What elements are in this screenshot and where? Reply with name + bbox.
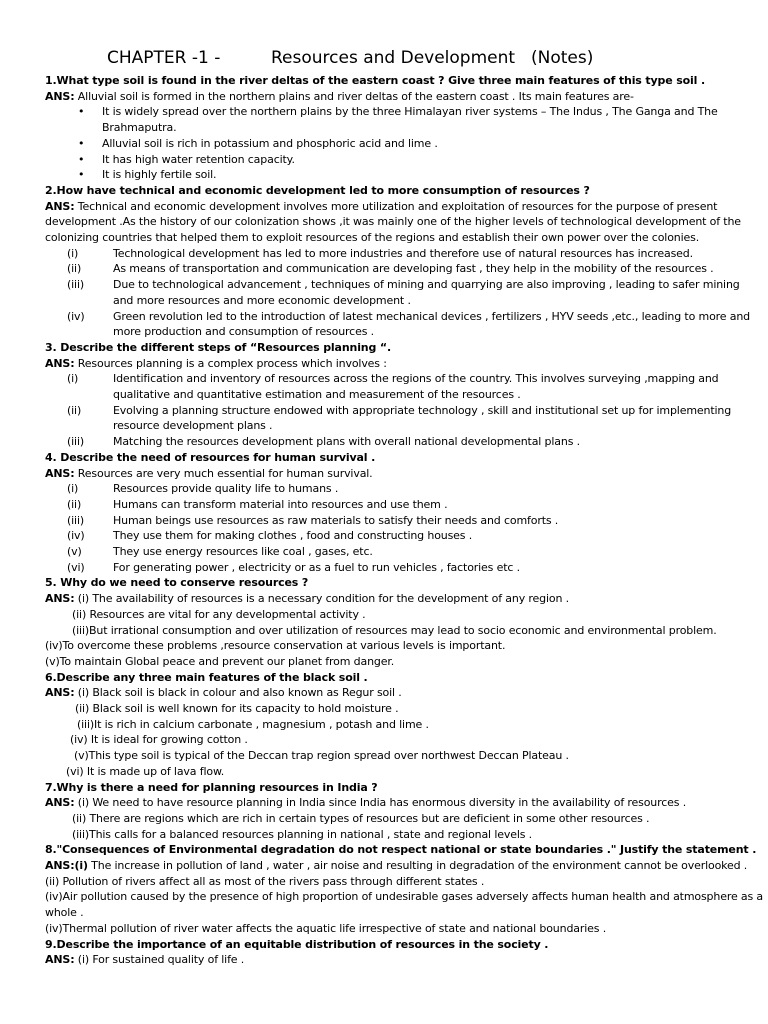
bullet-item: It is widely spread over the northern plains by the three Himalayan river systems – The Indus , The Ganga and The: [102, 105, 718, 119]
bullet-item: Alluvial soil is rich in potassium and phosphoric acid and lime .: [102, 136, 438, 150]
question-line: 9.Describe the importance of an equitable distribution of resources in the society .: [45, 937, 549, 951]
answer-label: ANS:: [45, 796, 75, 810]
bullet-icon: •: [78, 136, 85, 150]
text-line: (ii) Pollution of rivers affect all as most of the rivers pass through different states .: [45, 874, 485, 888]
roman-numeral: (ii): [67, 262, 82, 276]
text-line: (v)This type soil is typical of the Deccan trap region spread over northwest Deccan Plateau .: [74, 749, 569, 763]
answer-line: [45, 952, 244, 967]
answer-label: ANS:: [45, 953, 75, 967]
question-line: 2.How have technical and economic development led to more consumption of resources ?: [45, 183, 590, 197]
question-line: 6.Describe any three main features of the black soil .: [45, 670, 368, 684]
answer-line: [45, 466, 373, 481]
answer-line: [45, 591, 569, 606]
answer-label: ANS:: [45, 89, 75, 103]
roman-numeral: (i): [67, 482, 79, 496]
chapter-name: Resources and Development: [271, 48, 516, 68]
answer-label: ANS:: [45, 686, 75, 700]
numbered-item: For generating power , electricity or as a fuel to run vehicles , factories etc .: [113, 560, 520, 574]
numbered-item: Identification and inventory of resources across the regions of the country. This involves surveying ,mapping and: [113, 372, 719, 386]
answer-text: (i) For sustained quality of life .: [74, 953, 245, 967]
roman-numeral: (ii): [67, 403, 82, 417]
text-line: more production and consumption of resources .: [113, 325, 374, 339]
answer-text: Technical and economic development involves more utilization and exploitation of resources for the purpose of present: [74, 199, 718, 213]
question-line: 4. Describe the need of resources for human survival .: [45, 450, 376, 464]
numbered-item: They use energy resources like coal , gases, etc.: [113, 545, 373, 558]
bullet-icon: •: [78, 168, 85, 182]
text-line: (iv) It is ideal for growing cotton .: [70, 733, 248, 747]
answer-label: ANS:: [45, 466, 75, 480]
answer-label: ANS:: [45, 592, 75, 606]
question-line: 1.What type soil is found in the river deltas of the eastern coast ? Give three main features of this type soil .: [45, 74, 705, 87]
numbered-item: Technological development has led to more industries and therefore use of natural resources has increased.: [113, 246, 693, 260]
roman-numeral: (i): [67, 372, 79, 386]
roman-numeral: (vi): [67, 560, 85, 574]
numbered-item: Evolving a planning structure endowed with appropriate technology , skill and institutional set up for implementing: [113, 403, 732, 417]
text-line: and more resources and more economic development .: [113, 293, 411, 307]
text-line: (iii)But irrational consumption and over utilization of resources may lead to socio economic and environmental problem.: [72, 623, 717, 637]
bullet-item: It is highly fertile soil.: [102, 168, 217, 182]
answer-label: ANS:: [45, 199, 75, 213]
text-line: (iii)It is rich in calcium carbonate , magnesium , potash and lime .: [77, 717, 429, 731]
question-line: 8."Consequences of Environmental degradation do not respect national or state boundaries ." Justify the statement .: [45, 843, 757, 857]
roman-numeral: (iii): [67, 513, 85, 527]
question-line: 5. Why do we need to conserve resources ?: [45, 576, 309, 590]
roman-numeral: (iii): [67, 435, 85, 449]
answer-text: The increase in pollution of land , water , air noise and resulting in degradation of the environment cannot be overlooked .: [87, 859, 748, 872]
answer-text: (i) We need to have resource planning in India since India has enormous diversity in the availability of resources .: [74, 796, 687, 810]
numbered-item: They use them for making clothes , food and constructing houses .: [113, 529, 473, 543]
answer-line: [45, 89, 634, 104]
numbered-item: As means of transportation and communication are developing fast , they help in the mobility of the resources .: [113, 262, 714, 276]
answer-line: [45, 199, 717, 214]
answer-line: [45, 685, 402, 700]
answer-line: [45, 858, 747, 873]
numbered-item: Green revolution led to the introduction of latest mechanical devices , fertilizers , HYV seeds ,etc., leading to more and: [113, 309, 750, 323]
numbered-item: Resources provide quality life to humans .: [113, 482, 339, 496]
page-title: [0, 48, 768, 72]
answer-text: Resources planning is a complex process which involves :: [74, 356, 387, 370]
text-line: (ii) Resources are vital for any developmental activity .: [72, 607, 366, 621]
answer-text: Alluvial soil is formed in the northern plains and river deltas of the eastern coast . Its main features are-: [74, 89, 634, 103]
answer-label: ANS:(i): [45, 859, 88, 872]
text-line: Brahmaputra.: [102, 121, 177, 135]
answer-text: (i) Black soil is black in colour and also known as Regur soil .: [74, 686, 402, 700]
text-line: (iii)This calls for a balanced resources planning in national , state and regional levels .: [72, 827, 532, 841]
roman-numeral: (ii): [67, 497, 82, 511]
notes-label: (Notes): [531, 48, 594, 68]
bullet-icon: •: [78, 152, 85, 166]
text-line: (v)To maintain Global peace and prevent our planet from danger.: [45, 654, 395, 668]
numbered-item: Humans can transform material into resources and use them .: [113, 497, 448, 511]
answer-line: [45, 356, 387, 371]
text-line: (iv)Thermal pollution of river water affects the aquatic life irrespective of state and national boundaries .: [45, 921, 607, 935]
chapter-label: CHAPTER -1 -: [107, 48, 221, 68]
text-line: (iv)Air pollution caused by the presence of high proportion of undesirable gases adversely affects human health and atmosphere as a: [45, 890, 764, 904]
text-line: resource development plans .: [113, 419, 273, 433]
answer-text: (i) The availability of resources is a necessary condition for the development of any region .: [74, 592, 570, 606]
numbered-item: Due to technological advancement , techniques of mining and quarrying are also improving , leading to safer mining: [113, 278, 740, 292]
text-line: (ii) Black soil is well known for its capacity to hold moisture .: [75, 702, 399, 715]
roman-numeral: (v): [67, 545, 82, 558]
roman-numeral: (iii): [67, 278, 85, 292]
text-line: (iv)To overcome these problems ,resource conservation at various levels is important.: [45, 639, 506, 653]
numbered-item: Human beings use resources as raw materials to satisfy their needs and comforts .: [113, 513, 559, 527]
text-line: (ii) There are regions which are rich in certain types of resources but are deficient in some other resources .: [72, 811, 650, 825]
text-line: whole .: [45, 906, 84, 920]
text-line: qualitative and quantitative estimation and measurement of the resources .: [113, 388, 521, 401]
answer-label: ANS:: [45, 356, 75, 370]
bullet-icon: •: [78, 105, 85, 119]
roman-numeral: (iv): [67, 529, 85, 543]
roman-numeral: (iv): [67, 309, 85, 323]
text-line: colonizing countries that helped them to exploit resources of the regions and establish their own power over the colonies.: [45, 231, 700, 244]
answer-text: Resources are very much essential for human survival.: [74, 466, 373, 480]
numbered-item: Matching the resources development plans with overall national developmental plans .: [113, 435, 580, 449]
text-line: (vi) It is made up of lava flow.: [66, 764, 225, 778]
answer-line: [45, 795, 686, 810]
roman-numeral: (i): [67, 246, 79, 260]
bullet-item: It has high water retention capacity.: [102, 152, 295, 166]
question-line: 7.Why is there a need for planning resources in India ?: [45, 780, 378, 794]
question-line: 3. Describe the different steps of “Resources planning “.: [45, 340, 392, 354]
text-line: development .As the history of our colonization shows ,it was mainly one of the higher levels of technological development of the: [45, 215, 741, 229]
